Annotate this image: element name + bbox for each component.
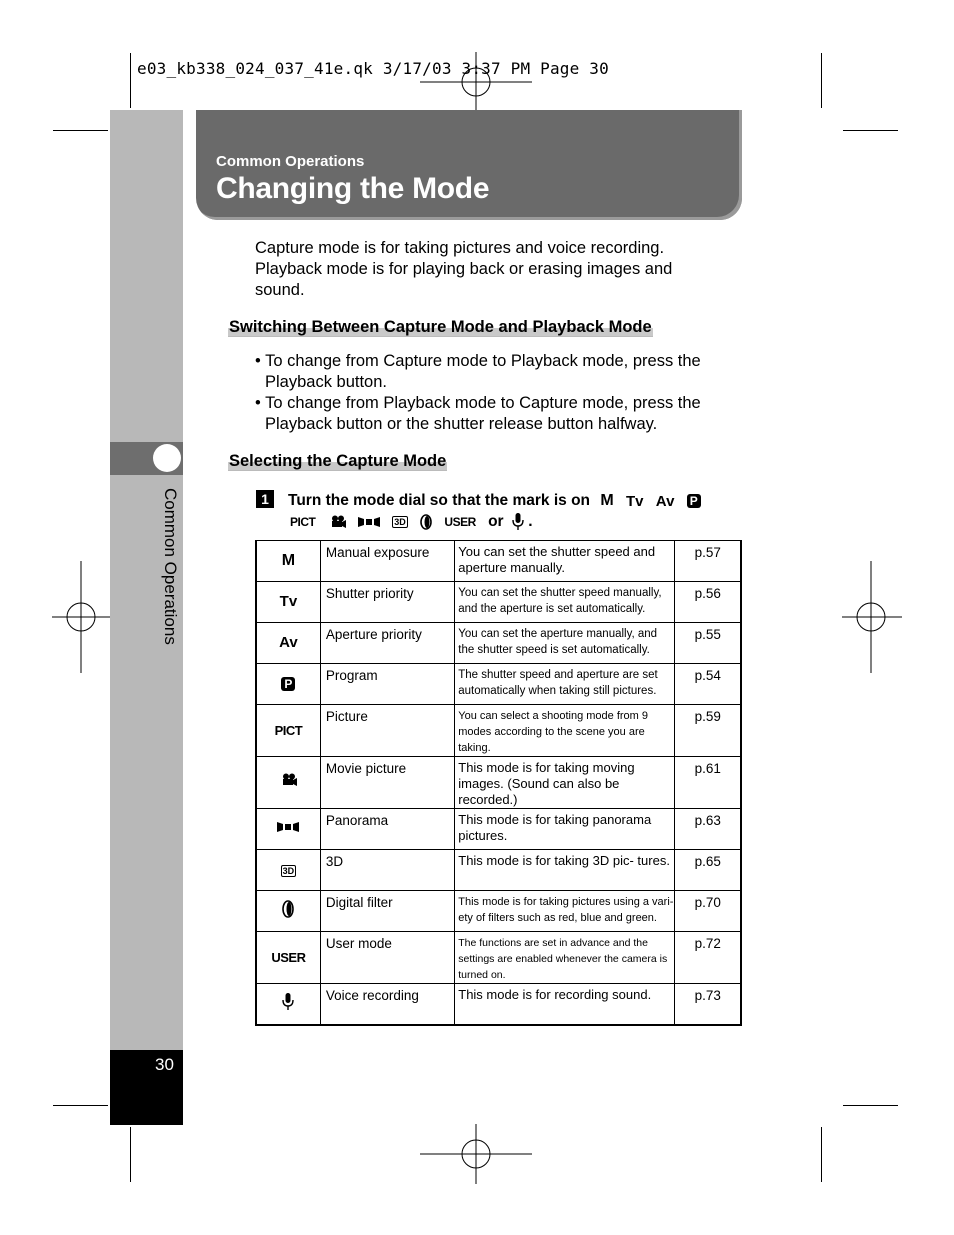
mode-m-icon: M	[281, 552, 296, 569]
step-number: 1	[256, 490, 274, 508]
crop-mark	[843, 1105, 898, 1106]
movie-camera-icon	[328, 515, 346, 529]
mode-description: This mode is for taking moving images. (Sound can also be recorded.)	[455, 757, 675, 809]
crop-mark	[130, 1127, 131, 1182]
table-row	[256, 932, 741, 984]
mode-description: You can select a shooting mode from 9 modes according to the scene you are taking.	[455, 705, 675, 757]
page-reference: p.59	[675, 705, 741, 757]
step-instruction-line2	[290, 513, 533, 531]
mode-name: 3D	[320, 850, 454, 891]
movie-camera-icon	[279, 773, 297, 787]
crop-mark	[821, 53, 822, 108]
registration-mark-right	[842, 561, 902, 673]
table-row	[256, 623, 741, 664]
page-reference: p.57	[675, 541, 741, 582]
mode-icon-cell	[256, 705, 320, 757]
section-heading-text: Selecting the Capture Mode	[229, 452, 447, 470]
mode-name: Program	[320, 664, 454, 705]
page-reference: p.61	[675, 757, 741, 809]
crop-mark	[821, 1127, 822, 1182]
mode-user-icon: USER	[444, 515, 476, 529]
step-instruction	[288, 492, 701, 510]
mode-name: User mode	[320, 932, 454, 984]
table-row	[256, 541, 741, 582]
registration-mark-bottom	[420, 1124, 532, 1184]
mode-description: The shutter speed and aperture are set automatically when taking still pictures.	[455, 664, 675, 705]
section-heading-text: Switching Between Capture Mode and Playback Mode	[229, 318, 652, 336]
mode-3d-icon: 3D	[394, 517, 406, 527]
page-title: Changing the Mode	[216, 172, 490, 205]
microphone-icon	[512, 513, 524, 531]
mode-icon-cell	[256, 891, 320, 932]
mode-description: This mode is for taking panorama pictures.	[455, 809, 675, 850]
mode-name: Digital filter	[320, 891, 454, 932]
mode-av-icon: Av	[279, 634, 298, 651]
step-or: or	[488, 513, 504, 531]
chapter-subtitle: Common Operations	[216, 153, 365, 170]
filter-icon	[282, 900, 294, 918]
mode-description: This mode is for taking 3D pic- tures.	[455, 850, 675, 891]
mode-icon-cell	[256, 809, 320, 850]
page-reference: p.63	[675, 809, 741, 850]
page-reference: p.72	[675, 932, 741, 984]
mode-name: Picture	[320, 705, 454, 757]
table-row	[256, 664, 741, 705]
page-reference: p.73	[675, 984, 741, 1026]
mode-icon-cell	[256, 932, 320, 984]
mode-user-icon: USER	[271, 949, 306, 965]
table-row	[256, 757, 741, 809]
panorama-icon	[358, 516, 380, 528]
mode-name: Movie picture	[320, 757, 454, 809]
microphone-icon	[282, 993, 294, 1011]
table-row	[256, 984, 741, 1026]
registration-mark-left	[52, 561, 112, 673]
table-row	[256, 582, 741, 623]
mode-icon-cell	[256, 664, 320, 705]
page-reference: p.70	[675, 891, 741, 932]
mode-description: You can set the shutter speed manually, and the aperture is set automatically.	[455, 582, 675, 623]
print-slug: e03_kb338_024_037_41e.qk 3/17/03 3:37 PM Page 30	[137, 59, 609, 78]
bullet-item: • To change from Playback mode to Capture mode, press the Playback button or the shutter release button halfway.	[255, 394, 701, 433]
mode-description: This mode is for recording sound.	[455, 984, 675, 1026]
mode-3d-icon: 3D	[282, 866, 295, 876]
page-reference: p.55	[675, 623, 741, 664]
mode-icon-cell	[256, 623, 320, 664]
mode-icon-cell	[256, 850, 320, 891]
mode-name: Shutter priority	[320, 582, 454, 623]
section-heading-selecting	[228, 452, 447, 471]
mode-p-icon: P	[281, 677, 295, 691]
crop-mark	[53, 130, 108, 131]
mode-description: The functions are set in advance and the settings are enabled whenever the camera is turned on.	[455, 932, 675, 984]
mode-icon-cell	[256, 582, 320, 623]
mode-icon-cell	[256, 757, 320, 809]
page-number: 30	[155, 1055, 174, 1074]
mode-icon-cell	[256, 541, 320, 582]
table-row	[256, 705, 741, 757]
table-row	[256, 850, 741, 891]
page-reference: p.56	[675, 582, 741, 623]
mode-description: This mode is for taking pictures using a vari- ety of filters such as red, blue and green.	[455, 891, 675, 932]
mode-icon-cell	[256, 984, 320, 1026]
mode-name: Aperture priority	[320, 623, 454, 664]
mode-name: Manual exposure	[320, 541, 454, 582]
mode-table	[255, 540, 742, 1026]
mode-tv-icon: Tv	[625, 492, 644, 510]
filter-icon	[420, 514, 432, 530]
intro-paragraph: Capture mode is for taking pictures and voice recording. Playback mode is for playing back or erasing images and sound.	[255, 239, 673, 299]
mode-name: Voice recording	[320, 984, 454, 1026]
mode-pict-icon: PICT	[274, 722, 303, 738]
page-reference: p.65	[675, 850, 741, 891]
panorama-icon	[277, 821, 299, 833]
side-label: Common Operations	[161, 488, 180, 645]
page-reference: p.54	[675, 664, 741, 705]
crop-mark	[843, 130, 898, 131]
mode-description: You can set the aperture manually, and the shutter speed is set automatically.	[455, 623, 675, 664]
crop-mark	[53, 1105, 108, 1106]
step-end: .	[528, 513, 533, 531]
mode-description: You can set the shutter speed and aperture manually.	[455, 541, 675, 582]
step-text: Turn the mode dial so that the mark is on	[288, 492, 591, 510]
mode-av-icon: Av	[655, 492, 675, 510]
table-row	[256, 891, 741, 932]
mode-p-icon: P	[687, 494, 701, 508]
crop-mark	[130, 53, 131, 108]
bullet-item: • To change from Capture mode to Playback mode, press the Playback button.	[255, 352, 701, 391]
table-row	[256, 809, 741, 850]
section-heading-switching	[228, 318, 653, 337]
mode-tv-icon: Tv	[279, 593, 298, 610]
mode-m-icon: M	[600, 492, 614, 509]
bullet-list	[255, 351, 735, 435]
side-tab-dot	[153, 444, 181, 472]
mode-name: Panorama	[320, 809, 454, 850]
mode-pict-icon: PICT	[290, 515, 316, 529]
